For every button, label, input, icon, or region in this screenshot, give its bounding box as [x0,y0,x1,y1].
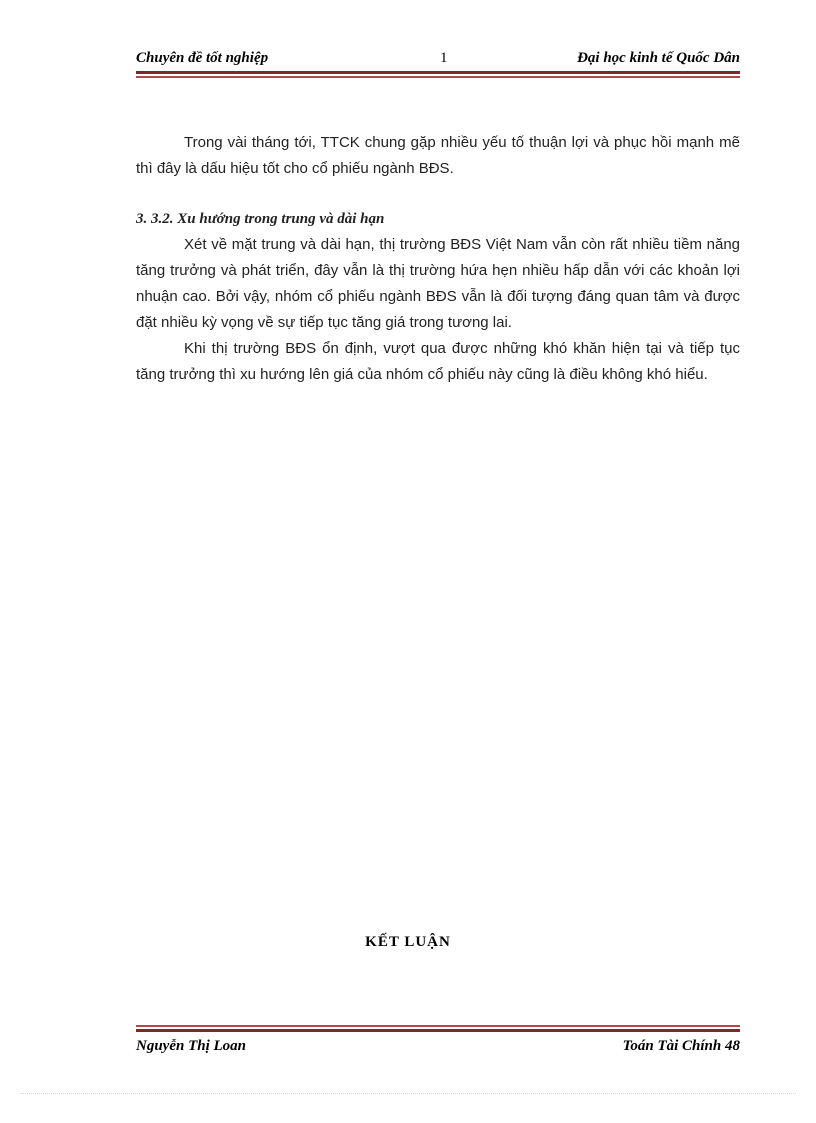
footer-class: Toán Tài Chính 48 [622,1038,740,1054]
header-page-number: 1 [440,50,448,66]
section-heading: 3. 3.2. Xu hướng trong trung và dài hạn [136,211,385,227]
footer-author: Nguyễn Thị Loan [136,1038,247,1054]
document-body [136,130,740,388]
footer-rule [136,1029,740,1032]
page-header [136,46,740,70]
header-university: Đại học kinh tế Quốc Dân [577,50,740,66]
page-footer [136,1038,740,1058]
paragraph-1: Xét về mặt trung và dài hạn, thị trường BĐS Việt Nam vẫn còn rất nhiều tiềm năng tăng trưởng và phát triển, đây vẫn là thị trường hứa hẹn nhiều hấp dẫn với các khoản lợi nhuận cao. Bởi vậy, nhóm cổ phiếu ngành BĐS vẫn là đối tượng đáng quan tâm và được đặt nhiều kỳ vọng về sự tiếp tục tăng giá trong tương lai. [136,236,740,331]
header-rule-thin [136,76,740,78]
conclusion-title: KẾT LUẬN [365,934,451,950]
paragraph-2: Khi thị trường BĐS ổn định, vượt qua được những khó khăn hiện tại và tiếp tục tăng trưởng thì xu hướng lên giá của nhóm cổ phiếu này cũng là điều không khó hiểu. [136,340,740,383]
header-rule [136,71,740,74]
intro-paragraph: Trong vài tháng tới, TTCK chung gặp nhiều yếu tố thuận lợi và phục hồi mạnh mẽ thì đây là dấu hiệu tốt cho cổ phiếu ngành BĐS. [136,134,740,177]
footer-rule-thin [136,1025,740,1027]
page-edge-divider [20,1093,796,1094]
header-title: Chuyên đề tốt nghiệp [136,50,269,66]
